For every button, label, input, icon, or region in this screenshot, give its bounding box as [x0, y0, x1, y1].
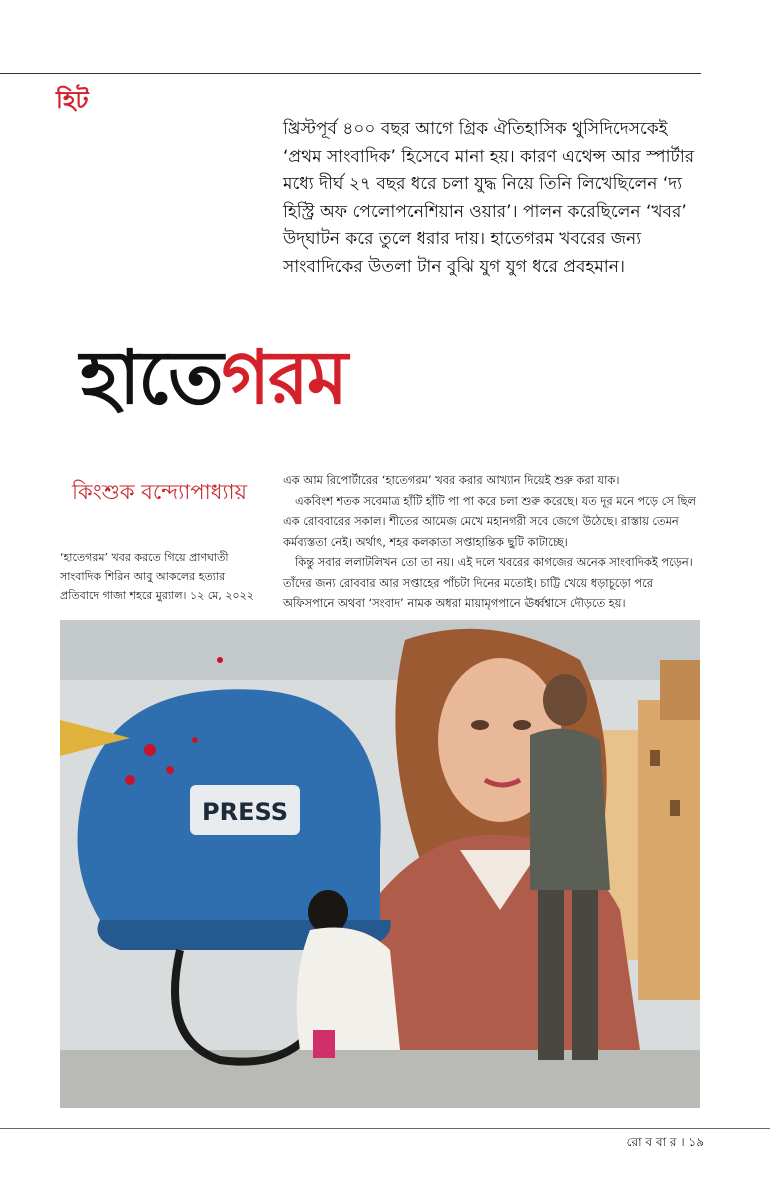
- headline-part-black: হাতে: [80, 335, 222, 421]
- section-label: হিট: [56, 86, 89, 114]
- body-paragraph-2: একবিংশ শতক সবেমাত্র হাঁটি হাঁটি পা পা করে চলা শুরু করেছে। যত দূর মনে পড়ে সে ছিল এক রোববারের সকাল। শীতের আমেজ মেখে মহানগরী সবে জেগে উঠেছে। রাস্তায় তেমন কর্মব্যস্ততা নেই। অর্থাৎ, শহর কলকাতা সপ্তাহান্তিক ছুটি কাটাচ্ছে।: [283, 493, 697, 549]
- headline: [80, 328, 440, 446]
- body-paragraph-1: এক আম রিপোর্টারের ‘হাতেগরম’ খবর করার আখ্যান দিয়েই শুরু করা যাক।: [283, 473, 620, 487]
- painter-coat: [297, 928, 400, 1051]
- intro-paragraph: খ্রিস্টপূর্ব ৪০০ বছর আগে গ্রিক ঐতিহাসিক থুসিদিদেসকেই ‘প্রথম সাংবাদিক’ হিসেবে মানা হয়। কারণ এথেন্স আর স্পার্টার মধ্যে দীর্ঘ ২৭ বছর ধরে চলা যুদ্ধ নিয়ে তিনি লিখেছিলেন ‘দ্য হিস্ট্রি অফ পেলোপনেশিয়ান ওয়ার’। পালন করেছিলেন ‘খবর’ উদ্‌ঘাটন করে তুলে ধরার দায়। হাতেগরম খবরের জন্য সাংবাদিকের উতলা টান বুঝি যুগ যুগ ধরে প্রবহমান।: [283, 119, 695, 277]
- press-badge-text: PRESS: [202, 798, 288, 826]
- top-rule: [0, 73, 701, 74]
- paint-splatter: [125, 775, 135, 785]
- mural-photo: [60, 620, 700, 1108]
- paint-splatter: [166, 766, 174, 774]
- wall-top: [60, 620, 700, 680]
- paint-can: [313, 1030, 335, 1058]
- dome: [660, 660, 700, 720]
- window: [650, 750, 660, 766]
- ground: [60, 1050, 700, 1108]
- article-body: [283, 470, 705, 614]
- portrait-eye-left: [471, 720, 489, 730]
- paint-splatter: [144, 744, 156, 756]
- headline-part-red: গরম: [221, 335, 346, 421]
- paint-splatter: [217, 657, 223, 663]
- photo-caption: ‘হাতেগরম’ খবর করতে গিয়ে প্রাণঘাতী সাংবাদিক শিরিন আবু আকলের হত্যার প্রতিবাদে গাজা শহরে মুর‍্যাল। ১২ মে, ২০২২: [60, 551, 254, 602]
- page-folio: রো ব বা র । ১৯: [626, 1135, 704, 1149]
- painter-leg: [538, 890, 564, 1060]
- paint-splatter: [192, 737, 198, 743]
- painter-head: [543, 674, 587, 726]
- mural-illustration: [60, 620, 700, 1108]
- building-2: [638, 700, 700, 1000]
- painter-head-scarf: [308, 890, 348, 934]
- painter-shirt: [530, 729, 610, 890]
- portrait-eye-right: [513, 720, 531, 730]
- byline: কিংশুক বন্দ্যোপাধ্যায়: [72, 480, 248, 504]
- painter-leg: [572, 890, 598, 1060]
- body-paragraph-3: কিন্তু সবার ললাটলিখন তো তা নয়। এই দলে খবরের কাগজের অনেক সাংবাদিকই পড়েন। তাঁদের জন্য রোববার আর সপ্তাহের পাঁচটা দিনের মতোই। চাট্টি খেয়ে ধড়াচূড়ো পরে অফিসপানে অথবা ‘সংবাদ’ নামক অধরা মায়ামৃগপানে ঊর্ধ্বশ্বাসে দৌড়তে হয়।: [283, 555, 693, 610]
- window: [670, 800, 680, 816]
- bottom-rule: [0, 1128, 770, 1129]
